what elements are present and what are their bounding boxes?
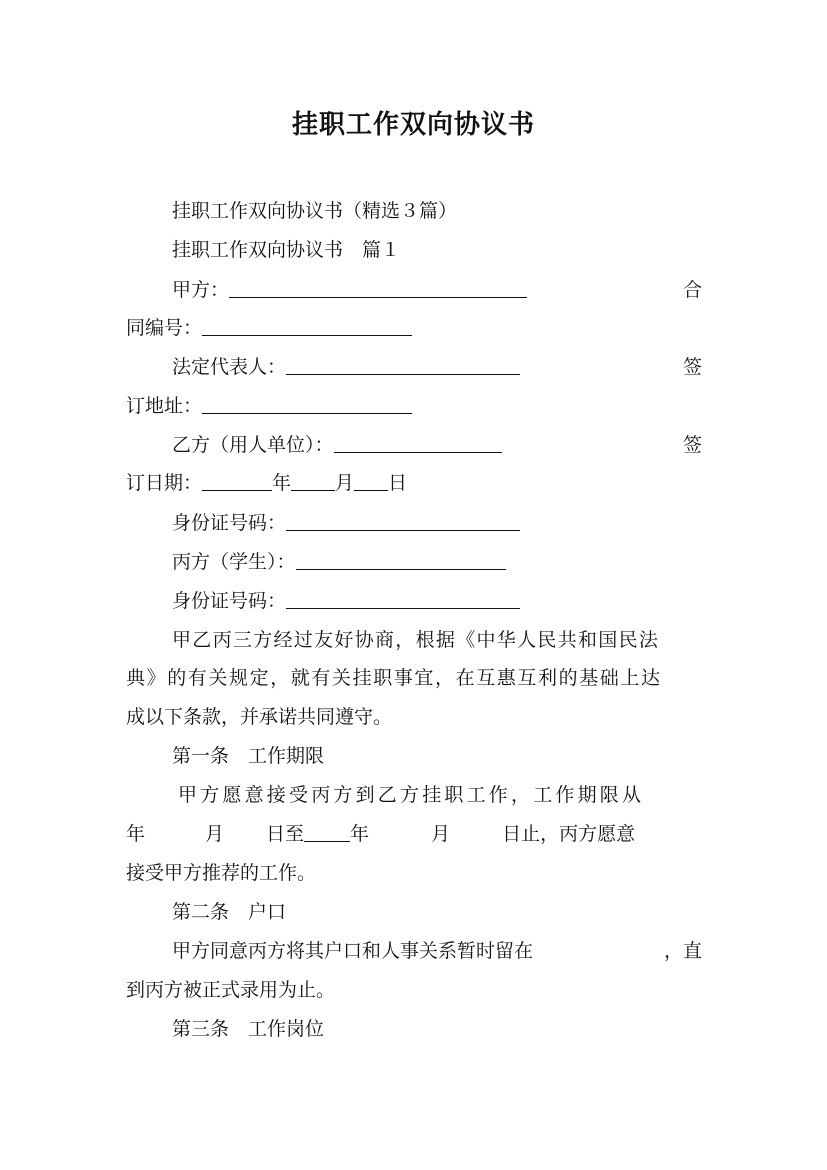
- article-2-text-1a: 甲方同意丙方将其户口和人事关系暂时留在: [172, 940, 534, 962]
- party-c-label: 丙方（学生）：: [172, 551, 296, 573]
- article-1-text-1: 甲方愿意接受丙方到乙方挂职工作，工作期限从: [178, 784, 645, 806]
- subtitle-text: 挂职工作双向协议书（精选３篇）: [172, 200, 458, 222]
- sign-date-year-blank: [202, 470, 272, 491]
- article-1-month: 月: [205, 823, 225, 845]
- article-1-heading: [126, 742, 702, 770]
- sign-addr-blank: [202, 393, 412, 414]
- sign-date-label-part1: 签: [682, 434, 702, 456]
- party-b-label: 乙方（用人单位）：: [172, 434, 334, 456]
- article-1-month-2: 月: [431, 823, 451, 845]
- article-1-year-2: 年: [350, 823, 370, 845]
- party-c-blank: [296, 549, 506, 570]
- document-title: 挂职工作双向协议书: [291, 110, 535, 140]
- party-a-label: 甲方：: [172, 279, 230, 301]
- legal-rep-label: 法定代表人：: [172, 356, 287, 378]
- id-no-label-2: 身份证号码：: [172, 590, 287, 612]
- id-no-line: [126, 509, 702, 537]
- id-no-blank: [286, 510, 520, 531]
- subtitle-line: [126, 197, 702, 225]
- part-heading-text: 挂职工作双向协议书 篇１: [172, 239, 401, 261]
- article-1-line-3: [126, 859, 702, 887]
- article-2-line-2: [126, 976, 702, 1004]
- id-no-line-2: [126, 587, 702, 615]
- intro-line-2: [126, 664, 702, 692]
- intro-line-3: [126, 703, 702, 731]
- intro-text-3: 成以下条款，并承诺共同遵守。: [126, 706, 393, 728]
- article-2-line-1: [126, 937, 702, 965]
- article-1-day-to: 日至: [266, 823, 305, 845]
- article-1-text-3: 接受甲方推荐的工作。: [126, 862, 317, 884]
- sign-date-year: 年: [272, 472, 292, 494]
- party-b-line: [126, 431, 702, 459]
- id-no-blank-2: [286, 588, 520, 609]
- article-1-year-blank: [304, 821, 350, 842]
- party-c-line: [126, 548, 702, 576]
- article-1-line-1: [126, 781, 702, 809]
- contract-no-line: [126, 314, 702, 342]
- party-a-blank: [229, 277, 527, 298]
- contract-no-label-part1: 合: [682, 279, 702, 301]
- sign-date-day: 日: [388, 472, 408, 494]
- intro-text-1: 甲乙丙三方经过友好协商，根据《中华人民共和国民法: [172, 629, 660, 651]
- article-1-year: 年: [126, 823, 146, 845]
- contract-no-blank: [202, 315, 412, 336]
- article-2-text-1b: ，直: [663, 940, 702, 962]
- sign-date-line: [126, 469, 702, 497]
- sign-date-month: 月: [335, 472, 355, 494]
- sign-date-day-blank: [354, 470, 388, 491]
- article-3-heading: [126, 1015, 702, 1043]
- sign-addr-label-part2: 订地址：: [126, 395, 203, 417]
- intro-line-1: [126, 626, 702, 654]
- contract-no-label-part2: 同编号：: [126, 317, 203, 339]
- article-1-line-2: [126, 820, 702, 848]
- sign-addr-label-part1: 签: [682, 356, 702, 378]
- article-1-heading-text: 第一条 工作期限: [172, 745, 325, 767]
- article-3-heading-text: 第三条 工作岗位: [172, 1018, 325, 1040]
- intro-text-2: 典》的有关规定，就有关挂职事宜，在互惠互利的基础上达: [126, 667, 662, 689]
- party-a-line: [126, 276, 702, 304]
- article-2-heading-text: 第二条 户口: [172, 901, 287, 923]
- article-2-text-2: 到丙方被正式录用为止。: [126, 979, 336, 1001]
- sign-date-month-blank: [291, 470, 335, 491]
- legal-rep-line: [126, 353, 702, 381]
- sign-date-label-part2: 订日期：: [126, 472, 203, 494]
- part-heading-line: [126, 236, 702, 264]
- party-b-blank: [334, 432, 502, 453]
- article-2-heading: [126, 898, 702, 926]
- id-no-label: 身份证号码：: [172, 512, 287, 534]
- legal-rep-blank: [286, 354, 520, 375]
- article-1-end: 日止，丙方愿意: [502, 823, 636, 845]
- sign-addr-line: [126, 392, 702, 420]
